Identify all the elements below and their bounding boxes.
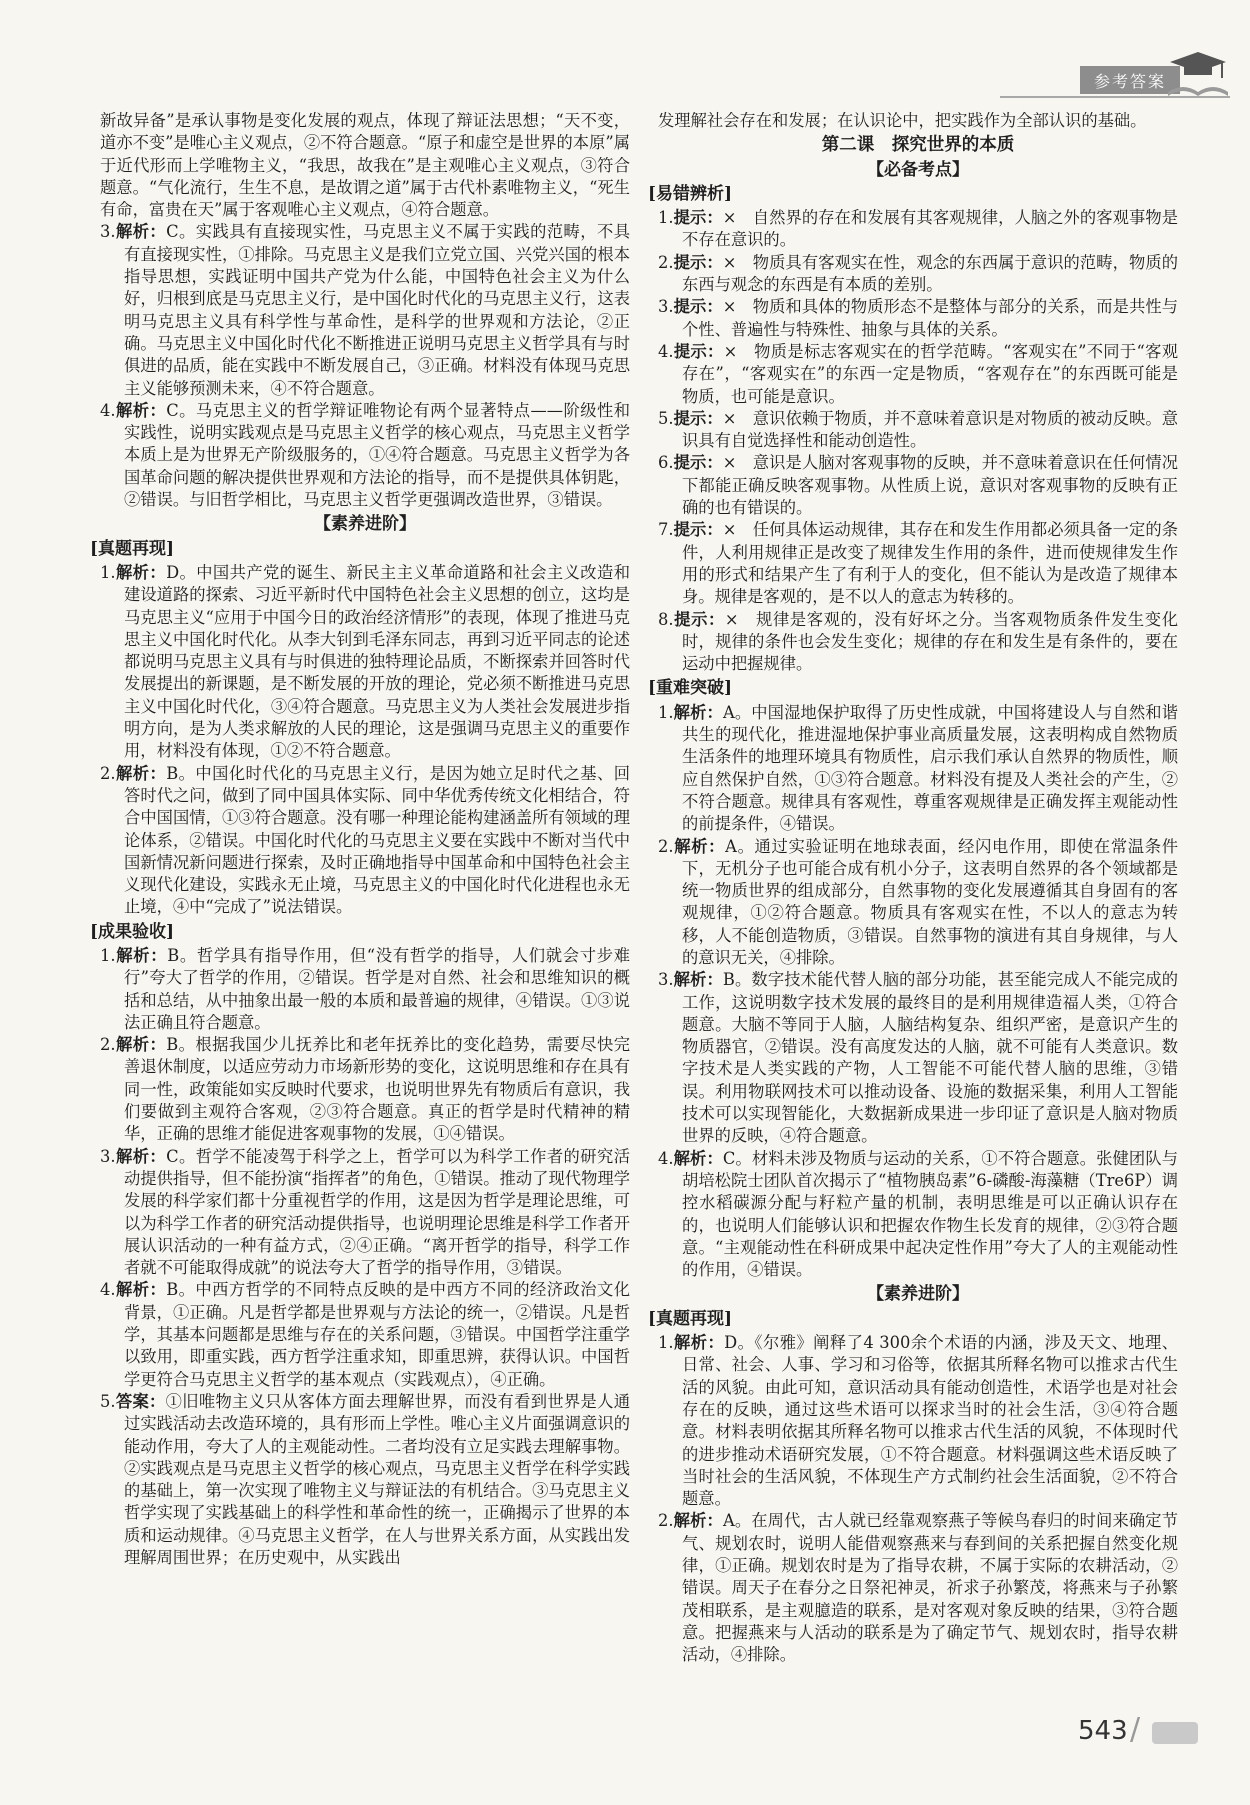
- item-keyword: 提示：: [673, 341, 724, 361]
- item-text: × 规律是客观的，没有好坏之分。当客观物质条件发生变化时，规律的条件也会发生变化；规律的存在和发生是有条件的，要在运动中把握规律。: [682, 609, 1178, 674]
- item-keyword: 解析：: [115, 763, 167, 783]
- answer-item: [100, 562, 630, 763]
- right-column: [648, 110, 1178, 1666]
- item-text: × 意识是人脑对客观事物的反映，并不意味着意识在任何情况下都能正确反映客观事物。从性质上说，意识对客观事物的反映有正确的也有错误的。: [682, 453, 1178, 518]
- item-text: × 自然界的存在和发展有其客观规律，人脑之外的客观事物是不存在意识的。: [682, 208, 1178, 250]
- item-text: B。数字技术能代替人脑的部分功能，甚至能完成人不能完成的工作，这说明数字技术发展的最终目的是利用规律造福人类，①符合题意。大脑不等同于人脑，人脑结构复杂、组织严密，是意识产生的物质器官，②错误。没有高度发达的人脑，就不可能有人类意识。数字技术是人类实践的产物，人工智能不可能代替人脑的思维，③错误。利用物联网技术可以推动设备、设施的数据采集，利用人工智能技术可以实现智能化，大数据新成果进一步印证了意识是人脑对物质世界的反映，④符合题意。: [682, 970, 1178, 1146]
- item-text: A。在周代，古人就已经靠观察燕子等候鸟春归的时间来确定节气、规划农时，说明人能借观察燕来与春到间的关系把握自然变化规律，①正确。规划农时是为了指导农耕，不属于实际的农耕活动，②错误。周天子在春分之日祭祀神灵，祈求子孙繁茂，将燕来与子孙繁茂相联系，是主观臆造的联系，是对客观对象反映的结果，③符合题意。把握燕来与人活动的联系是为了确定节气、规划农时，指导农耕活动，④排除。: [682, 1511, 1178, 1665]
- item-number: 2.: [100, 1035, 116, 1055]
- answer-item: [658, 1148, 1178, 1282]
- item-keyword: 解析：: [115, 562, 167, 582]
- answer-item: [658, 702, 1178, 836]
- item-number: 3.: [658, 970, 674, 990]
- item-keyword: 提示：: [673, 208, 723, 228]
- item-text: C。马克思主义的哲学辩证唯物论有两个显著特点——阶级性和实践性，说明实践观点是马克思主义哲学的核心观点，马克思主义哲学本质上是为世界无产阶级服务的，①④符合题意。马克思主义哲学为各国革命问题的解决提供世界观和方法论的指导，而不是提供具体钥匙，②错误。与旧哲学相比，马克思主义哲学更强调改造世界，③错误。: [124, 400, 630, 510]
- item-number: 8.: [658, 609, 674, 629]
- item-keyword: 答案：: [115, 1391, 166, 1411]
- item-keyword: 解析：: [115, 400, 167, 420]
- paragraph: 新故异备”是承认事物是变化发展的观点，体现了辩证法思想；“天不变，道亦不变”是唯心主义观点，②不符合题意。“原子和虚空是世界的本原”属于近代形而上学唯物主义，“我思，故我在”是主观唯心主义观点，③符合题意。“气化流行，生生不息，是故谓之道”属于古代朴素唯物主义，“死生有命，富贵在天”属于客观唯心主义观点，④符合题意。: [100, 111, 630, 220]
- item-number: 3.: [100, 1146, 116, 1166]
- answer-item: [658, 1332, 1178, 1510]
- item-number: 1.: [658, 702, 674, 722]
- answer-item: [658, 296, 1178, 341]
- item-number: 4.: [658, 341, 674, 361]
- item-number: 5.: [658, 408, 674, 428]
- item-text: × 任何具体运动规律，其存在和发生作用都必须具备一定的条件，人利用规律正是改变了规律发生作用的条件，进而使规律发生作用的形式和结果产生了有利于人的变化，但不能认为是改造了规律本身。规律是客观的，是不以人的意志为转移的。: [682, 520, 1178, 607]
- answer-key-tab: 参考答案: [1080, 66, 1180, 94]
- page-number: 543: [1078, 1716, 1128, 1746]
- item-number: 1.: [100, 945, 116, 965]
- answer-item: [100, 400, 630, 511]
- item-text: ①旧唯物主义只从客体方面去理解世界，而没有看到世界是人通过实践活动去改造环境的，具有形而上学性。唯心主义片面强调意识的能动作用，夸大了人的主观能动性。二者均没有立足实践去理解事物。②实践观点是马克思主义哲学的核心观点，马克思主义哲学在科学实践的基础上，第一次实现了唯物主义与辩证法的有机结合。③马克思主义哲学实现了实践基础上的科学性和革命性的统一，正确揭示了世界的本质和运动规律。④马克思主义哲学，在人与世界关系方面，从实践出发理解周围世界；在历史观中，从实践出: [124, 1391, 630, 1567]
- section-label: [真题再现]: [90, 538, 175, 559]
- item-text: C。实践具有直接现实性，马克思主义不属于实践的范畴，不具有直接现实性，①排除。马克思主义是我们立党立国、兴党兴国的根本指导思想，实践证明中国共产党为什么能，中国特色社会主义为什么好，归根到底是马克思主义行，是中国化时代化的马克思主义行，这表明马克思主义具有科学性与革命性，是科学的世界观和方法论，②正确。马克思主义中国化时代化不断推进正说明马克思主义哲学具有与时俱进的品质，能在实践中不断发展自己，③正确。材料没有体现马克思主义能够预测未来，④不符合题意。: [124, 222, 630, 398]
- left-column: [90, 110, 630, 1569]
- item-text: D。《尔雅》阐释了4 300余个术语的内涵，涉及天文、地理、日常、社会、人事、学习和习俗等，依据其所释名物可以推求古代生活的风貌。由此可知，意识活动具有能动创造性，术语学也是对社会存在的反映，通过这些术语可以探求当时的社会生活，③④符合题意。材料表明依据其所释名物可以推求古代生活的风貌，不体现时代的进步推动术语研究发展，①不符合题意。材料强调这些术语反映了当时社会的生活风貌，不体现生产方式制约社会生活面貌，②不符合题意。: [682, 1333, 1178, 1509]
- item-text: A。通过实验证明在地球表面，经闪电作用，即使在常温条件下，无机分子也可能合成有机小分子，这表明自然界的各个领域都是统一物质世界的组成部分，自然事物的变化发展遵循其自身固有的客观规律，①②符合题意。物质具有客观实在性，不以人的意志为转移，人不能创造物质，③错误。自然事物的演进有其自身规律，与人的意识无关，④排除。: [682, 836, 1178, 967]
- answer-item: [100, 1279, 630, 1390]
- answer-item: [100, 221, 630, 399]
- section-label: [成果验收]: [90, 921, 175, 942]
- item-number: 2.: [658, 1511, 674, 1531]
- item-keyword: 解析：: [673, 702, 723, 722]
- item-keyword: 提示：: [673, 453, 723, 473]
- answer-item: [658, 1510, 1178, 1666]
- item-number: 4.: [100, 1280, 116, 1300]
- paragraph: 发理解社会存在和发展；在认识论中，把实践作为全部认识的基础。: [658, 111, 1147, 130]
- section-label: [重难突破]: [648, 678, 733, 699]
- item-keyword: 解析：: [115, 1280, 167, 1300]
- item-number: 1.: [100, 562, 116, 582]
- section-heading: 【素养进阶】: [867, 1284, 969, 1305]
- header-rule: [1000, 96, 1230, 98]
- item-text: C。哲学不能凌驾于科学之上，哲学可以为科学工作者的研究活动提供指导，但不能扮演“指挥者”的角色，①错误。推动了现代物理学发展的科学家们都十分重视哲学的作用，这是因为哲学是理论思维，可以为科学工作者的研究活动提供指导，也说明理论思维是科学工作者开展认识活动的一种有益方式，②④正确。“离开哲学的指导，科学工作者就不可能取得成就”的说法夸大了哲学的指导作用，③错误。: [124, 1146, 630, 1278]
- lesson-title: 第二课 探究世界的本质: [821, 135, 1015, 156]
- answer-item: [100, 1034, 630, 1145]
- item-number: 2.: [658, 252, 674, 272]
- page-slash: /: [1130, 1712, 1141, 1747]
- item-keyword: 提示：: [673, 408, 723, 428]
- item-number: 4.: [658, 1148, 674, 1168]
- item-keyword: 解析：: [673, 970, 723, 990]
- item-number: 5.: [100, 1391, 116, 1411]
- graduation-cap-book-icon: [1166, 48, 1230, 100]
- answer-item: [658, 341, 1178, 408]
- item-text: × 物质具有客观实在性，观念的东西属于意识的范畴，物质的东西与观念的东西是有本质的差别。: [682, 252, 1178, 295]
- answer-item: [658, 207, 1178, 252]
- item-keyword: 提示：: [673, 609, 725, 629]
- section-label: [真题再现]: [648, 1308, 733, 1329]
- item-number: 1.: [658, 1333, 674, 1353]
- item-text: A。中国湿地保护取得了历史性成就，中国将建设人与自然和谐共生的现代化，推进湿地保护事业高质量发展，这表明构成自然物质生活条件的地理环境具有物质性，启示我们承认自然界的物质性，顺应自然保护自然，①③符合题意。材料没有提及人类社会的产生，②不符合题意。规律具有客观性，尊重客观规律是正确发挥主观能动性的前提条件，④错误。: [682, 702, 1178, 834]
- answer-item: [658, 408, 1178, 453]
- answer-item: [658, 836, 1178, 970]
- item-keyword: 提示：: [673, 252, 723, 272]
- item-keyword: 解析：: [115, 945, 168, 965]
- item-text: × 物质是标志客观实在的哲学范畴。“客观实在”不同于“客观存在”，“客观实在”的东西一定是物质，“客观存在”的东西既可能是物质，也可能是意识。: [682, 341, 1178, 406]
- item-keyword: 解析：: [673, 1333, 725, 1353]
- item-keyword: 解析：: [673, 1148, 723, 1168]
- item-keyword: 解析：: [673, 836, 726, 856]
- item-text: D。中国共产党的诞生、新民主主义革命道路和社会主义改造和建设道路的探索、习近平新时代中国特色社会主义思想的创立，这均是马克思主义“应用于中国今日的政治经济情形”的表现，体现了推进马克思主义中国化时代化。从李大钊到毛泽东同志，再到习近平同志的论述都说明马克思主义具有与时俱进的独特理论品质，不断探索并回答时代发展提出的新课题，是不断发展的开放的理论，党必须不断推进马克思主义中国化时代化，③④符合题意。马克思主义为人类社会发展进步指明方向，是为人类求解放的人民的理论，这是强调马克思主义的重要作用，材料没有体现，①②不符合题意。: [124, 562, 630, 761]
- item-number: 1.: [658, 208, 674, 228]
- item-text: × 意识依赖于物质，并不意味着意识是对物质的被动反映。意识具有自觉选择性和能动创造性。: [682, 408, 1178, 451]
- item-text: B。根据我国少儿抚养比和老年抚养比的变化趋势，需要尽快完善退休制度，以适应劳动力市场新形势的变化，这说明思维和存在具有同一性，政策能如实反映时代要求，也说明世界先有物质后有意识，我们要做到主观符合客观，②③符合题意。真正的哲学是时代精神的精华，正确的思维才能促进客观事物的发展，①④错误。: [124, 1035, 630, 1144]
- item-text: B。中国化时代化的马克思主义行，是因为她立足时代之基、回答时代之问，做到了同中国具体实际、同中华优秀传统文化相结合，符合中国国情，①③符合题意。没有哪一种理论能构建涵盖所有领域的理论体系，②错误。中国化时代化的马克思主义要在实践中不断对当代中国新情况新问题进行探索，及时正确地指导中国革命和中国特色社会主义现代化建设，实践永无止境，马克思主义的中国化时代化进程也永无止境，④中“完成了”说法错误。: [124, 763, 630, 917]
- item-keyword: 解析：: [115, 222, 167, 242]
- item-number: 4.: [100, 400, 116, 420]
- section-label: [易错辨析]: [648, 183, 733, 204]
- answer-item: [100, 945, 630, 1034]
- item-number: 3.: [658, 297, 674, 317]
- answer-item: [658, 519, 1178, 608]
- item-text: B。中西方哲学的不同特点反映的是中西方不同的经济政治文化背景，①正确。凡是哲学都是世界观与方法论的统一，②错误。凡是哲学，其基本问题都是思维与存在的关系问题，③错误。中国哲学注重学以致用，即重实践，西方哲学注重求知，即重思辨，获得认识。中国哲学更符合马克思主义哲学的基本观点（实践观点），④正确。: [124, 1280, 630, 1389]
- answer-item: [658, 969, 1178, 1147]
- item-keyword: 解析：: [115, 1035, 167, 1055]
- page-badge: [1152, 1722, 1198, 1744]
- item-number: 7.: [658, 520, 674, 540]
- section-heading: 【素养进阶】: [314, 514, 416, 535]
- item-keyword: 解析：: [115, 1146, 167, 1166]
- item-keyword: 解析：: [673, 1511, 723, 1531]
- item-text: × 物质和具体的物质形态不是整体与部分的关系，而是共性与个性、普遍性与特殊性、抽象与具体的关系。: [682, 297, 1178, 339]
- item-number: 3.: [100, 222, 116, 242]
- answer-item: [100, 1146, 630, 1280]
- item-keyword: 提示：: [673, 520, 723, 540]
- section-heading: 【必备考点】: [867, 159, 969, 180]
- item-number: 2.: [658, 836, 674, 856]
- answer-item: [658, 609, 1178, 676]
- answer-item: [658, 452, 1178, 519]
- item-keyword: 提示：: [673, 297, 723, 317]
- item-number: 2.: [100, 763, 116, 783]
- item-number: 6.: [658, 453, 674, 473]
- answer-item: [100, 1391, 630, 1569]
- answer-item: [658, 252, 1178, 297]
- item-text: B。哲学具有指导作用，但“没有哲学的指导，人们就会寸步难行”夸大了哲学的作用，②错误。哲学是对自然、社会和思维知识的概括和总结，从中抽象出最一般的本质和最普遍的规律，④错误。①③说法正确且符合题意。: [124, 945, 630, 1032]
- answer-item: [100, 763, 630, 919]
- item-text: C。材料未涉及物质与运动的关系，①不符合题意。张健团队与胡培松院士团队首次揭示了“植物胰岛素”6-磷酸-海藻糖（Tre6P）调控水稻碳源分配与籽粒产量的机制，表明思维是可以正确认识存在的，也说明人们能够认识和把握农作物生长发育的规律，②③符合题意。“主观能动性在科研成果中起决定性作用”夸大了人的主观能动性的作用，④错误。: [682, 1148, 1178, 1280]
